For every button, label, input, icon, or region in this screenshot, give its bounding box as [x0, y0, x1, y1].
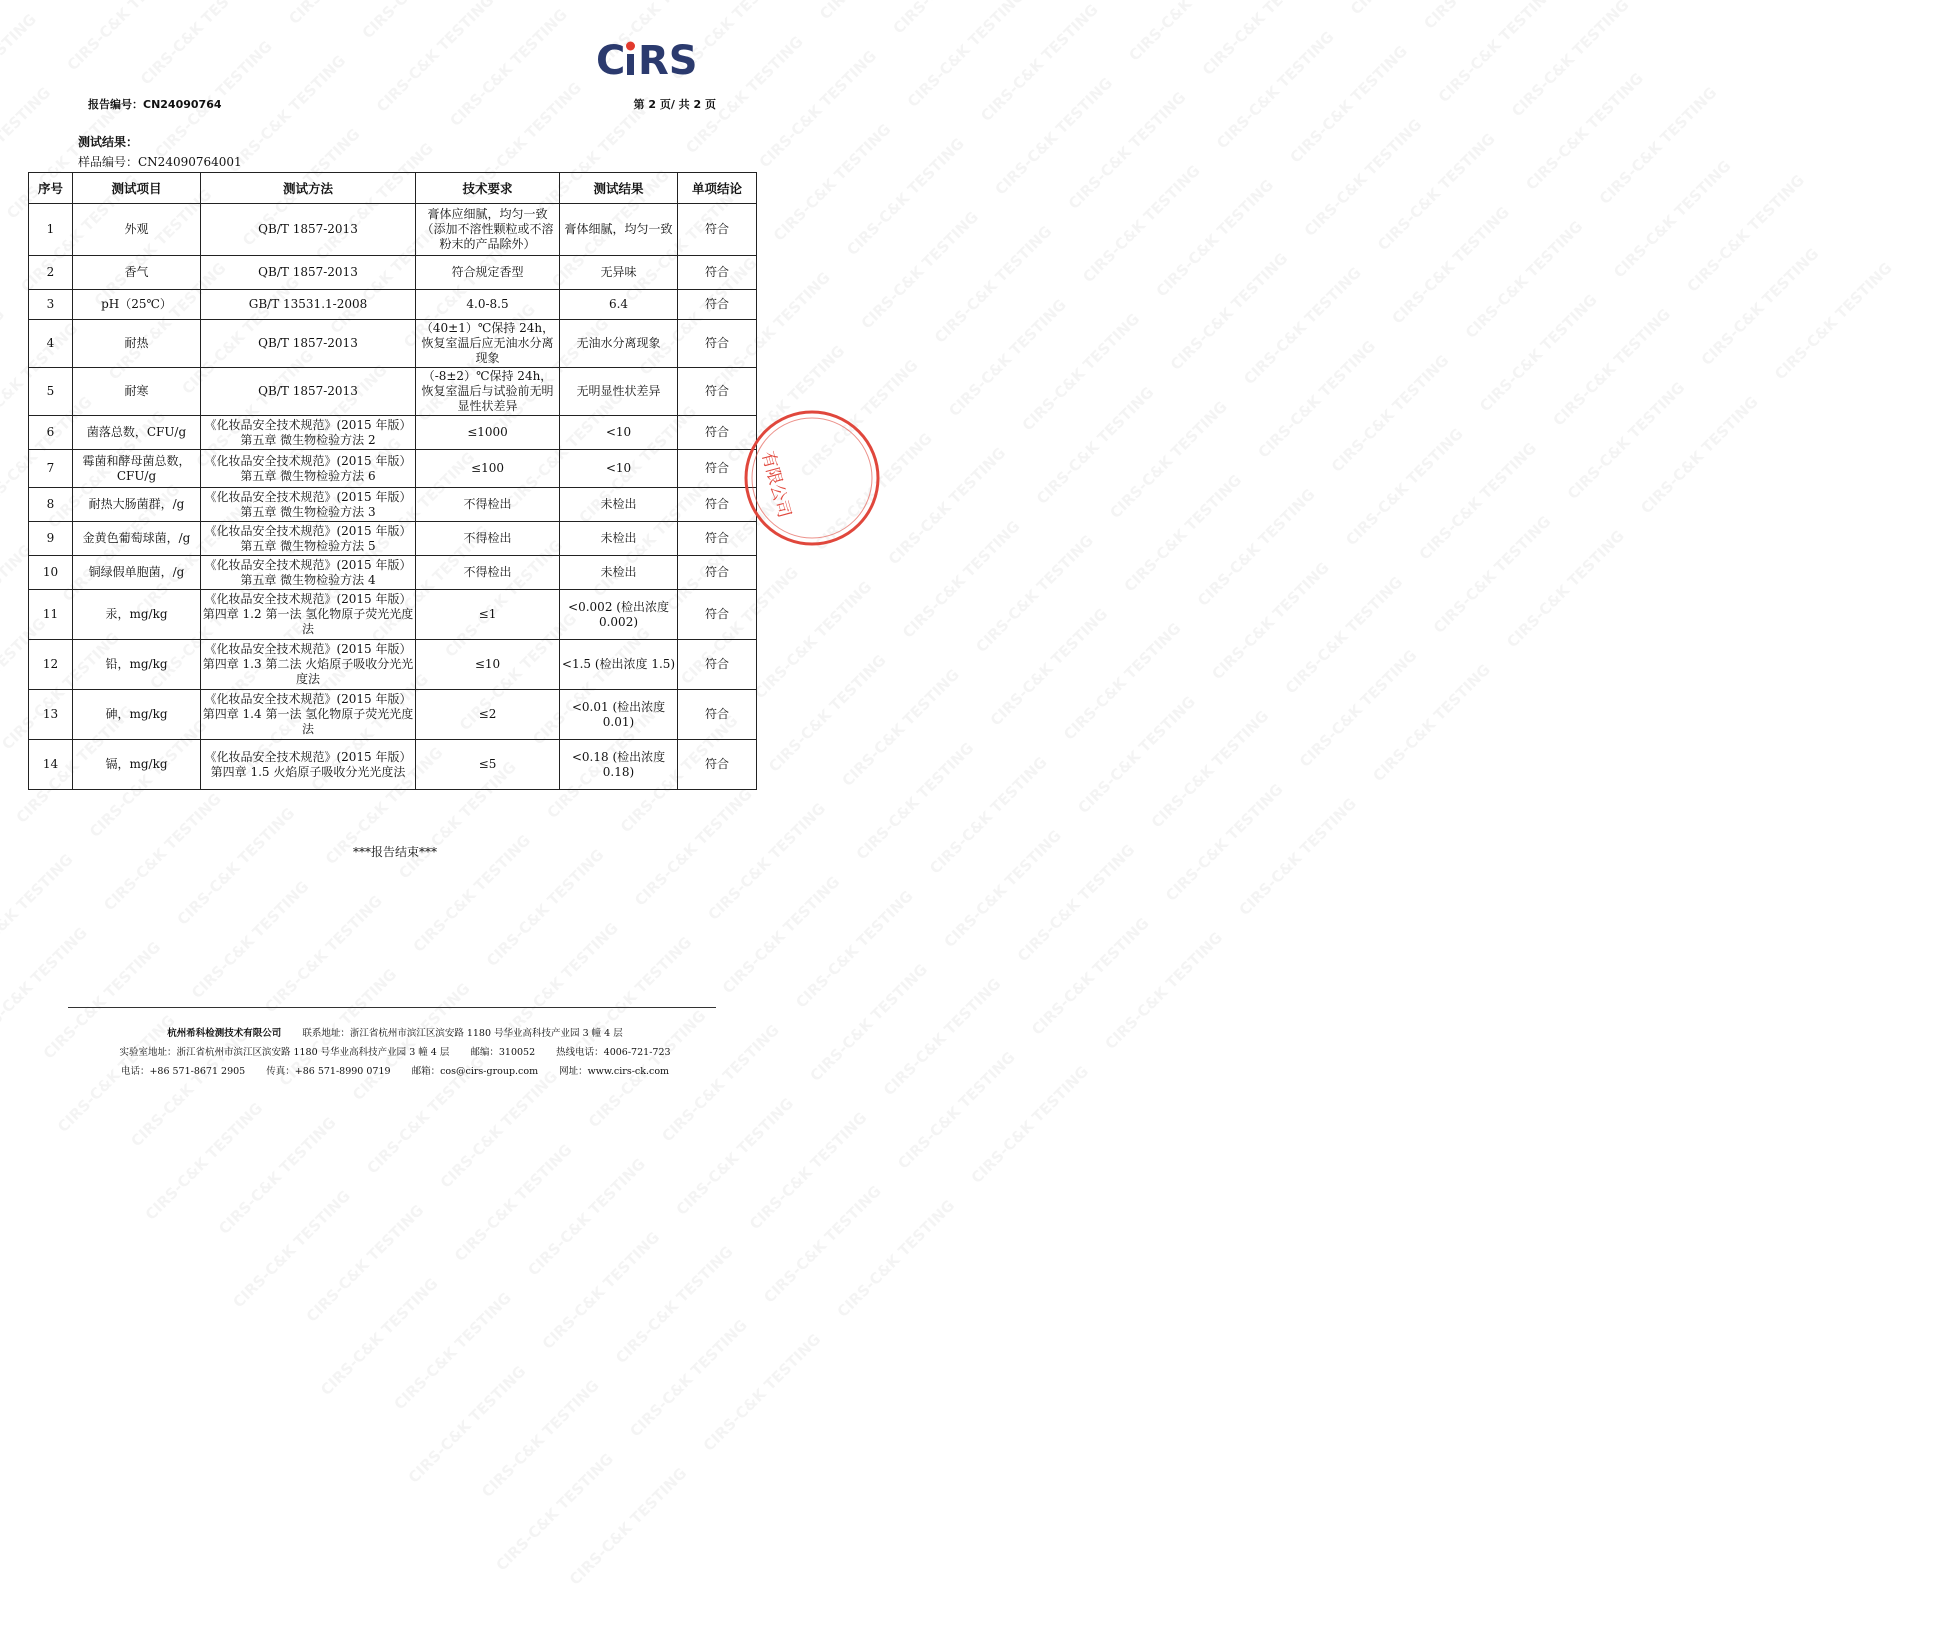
cell-conclusion: 符合 — [678, 740, 757, 790]
header-conclusion: 单项结论 — [678, 173, 757, 204]
results-table — [28, 172, 757, 790]
cell-requirement: 不得检出 — [416, 522, 560, 556]
cell-conclusion: 符合 — [678, 416, 757, 450]
cell-method: QB/T 1857-2013 — [201, 256, 416, 290]
svg-text:RS: RS — [638, 38, 698, 84]
cell-item: 镉，mg/kg — [73, 740, 201, 790]
footer-tel: 电话：+86 571-8671 2905 — [120, 1066, 246, 1077]
footer-divider — [68, 1007, 716, 1008]
table-row — [29, 416, 757, 450]
cell-conclusion: 符合 — [678, 522, 757, 556]
cell-result: 无异味 — [560, 256, 678, 290]
cell-no: 1 — [29, 204, 73, 256]
cell-result: <1.5 (检出浓度 1.5) — [560, 640, 678, 690]
report-end-mark: ***报告结束*** — [352, 845, 437, 859]
cell-requirement: ≤1000 — [416, 416, 560, 450]
cell-method: QB/T 1857-2013 — [201, 320, 416, 368]
cell-no: 2 — [29, 256, 73, 290]
cell-item: 外观 — [73, 204, 201, 256]
footer-website[interactable]: 网址：www.cirs-ck.com — [559, 1066, 670, 1077]
cell-no: 13 — [29, 690, 73, 740]
cell-method: 《化妆品安全技术规范》(2015 年版）第五章 微生物检验方法 3 — [201, 488, 416, 522]
cell-requirement: ≤2 — [416, 690, 560, 740]
cell-conclusion: 符合 — [678, 640, 757, 690]
cell-result: 无油水分离现象 — [560, 320, 678, 368]
header-method: 测试方法 — [201, 173, 416, 204]
cell-method: GB/T 13531.1-2008 — [201, 290, 416, 320]
table-row — [29, 556, 757, 590]
cell-conclusion: 符合 — [678, 368, 757, 416]
table-row — [29, 368, 757, 416]
cell-no: 3 — [29, 290, 73, 320]
cell-item: 铅，mg/kg — [73, 640, 201, 690]
footer-line-2 — [0, 1044, 790, 1058]
cell-requirement: ≤1 — [416, 590, 560, 640]
header-result: 测试结果 — [560, 173, 678, 204]
cell-result: 未检出 — [560, 556, 678, 590]
cell-no: 12 — [29, 640, 73, 690]
cell-method: 《化妆品安全技术规范》(2015 年版）第四章 1.5 火焰原子吸收分光光度法 — [201, 740, 416, 790]
results-title: 测试结果： — [78, 135, 139, 149]
cell-conclusion: 符合 — [678, 450, 757, 488]
table-row — [29, 522, 757, 556]
cell-method: 《化妆品安全技术规范》(2015 年版）第五章 微生物检验方法 5 — [201, 522, 416, 556]
cell-no: 7 — [29, 450, 73, 488]
header-item: 测试项目 — [73, 173, 201, 204]
cell-conclusion: 符合 — [678, 320, 757, 368]
cirs-logo — [596, 38, 716, 84]
cell-method: 《化妆品安全技术规范》(2015 年版）第五章 微生物检验方法 4 — [201, 556, 416, 590]
footer-company: 杭州希科检测技术有限公司 — [167, 1028, 282, 1039]
cell-item: 金黄色葡萄球菌，/g — [73, 522, 201, 556]
cell-no: 10 — [29, 556, 73, 590]
cell-requirement: 不得检出 — [416, 556, 560, 590]
cell-result: 未检出 — [560, 522, 678, 556]
cell-item: 耐热大肠菌群，/g — [73, 488, 201, 522]
cell-conclusion: 符合 — [678, 290, 757, 320]
cell-result: <0.01 (检出浓度 0.01) — [560, 690, 678, 740]
footer-contact-address: 联系地址：浙江省杭州市滨江区滨安路 1180 号华业高科技产业园 3 幢 4 层 — [302, 1028, 623, 1039]
cell-conclusion: 符合 — [678, 590, 757, 640]
cell-method: 《化妆品安全技术规范》(2015 年版）第四章 1.2 第一法 氢化物原子荧光光度法 — [201, 590, 416, 640]
svg-text:C: C — [596, 38, 626, 84]
footer-lab-address: 实验室地址：浙江省杭州市滨江区滨安路 1180 号华业高科技产业园 3 幢 4 层 — [119, 1047, 450, 1058]
cell-item: pH（25℃） — [73, 290, 201, 320]
cell-no: 6 — [29, 416, 73, 450]
cell-result: 膏体细腻，均匀一致 — [560, 204, 678, 256]
cell-conclusion: 符合 — [678, 204, 757, 256]
table-row — [29, 204, 757, 256]
cell-result: <10 — [560, 450, 678, 488]
footer-email[interactable]: 邮箱：cos@cirs-group.com — [411, 1066, 539, 1077]
sample-number: 样品编号：CN24090764001 — [78, 155, 242, 169]
cell-item: 铜绿假单胞菌，/g — [73, 556, 201, 590]
cell-requirement: 不得检出 — [416, 488, 560, 522]
cell-conclusion: 符合 — [678, 488, 757, 522]
table-row — [29, 320, 757, 368]
cell-no: 5 — [29, 368, 73, 416]
cell-no: 11 — [29, 590, 73, 640]
table-row — [29, 450, 757, 488]
cell-method: 《化妆品安全技术规范》(2015 年版）第四章 1.4 第一法 氢化物原子荧光光度法 — [201, 690, 416, 740]
table-row — [29, 690, 757, 740]
cell-conclusion: 符合 — [678, 256, 757, 290]
header-requirement: 技术要求 — [416, 173, 560, 204]
cell-result: <10 — [560, 416, 678, 450]
footer-fax: 传真：+86 571-8990 0719 — [266, 1066, 391, 1077]
footer-line-3 — [0, 1063, 790, 1077]
svg-text:有限公司: 有限公司 — [757, 449, 795, 520]
report-number: 报告编号：CN24090764 — [88, 98, 222, 111]
table-row — [29, 640, 757, 690]
cell-item: 香气 — [73, 256, 201, 290]
cell-conclusion: 符合 — [678, 690, 757, 740]
table-row — [29, 740, 757, 790]
cell-requirement: 膏体应细腻，均匀一致（添加不溶性颗粒或不溶粉末的产品除外） — [416, 204, 560, 256]
cell-no: 4 — [29, 320, 73, 368]
cell-no: 8 — [29, 488, 73, 522]
table-row — [29, 256, 757, 290]
cell-method: QB/T 1857-2013 — [201, 204, 416, 256]
cell-item: 汞，mg/kg — [73, 590, 201, 640]
table-row — [29, 590, 757, 640]
cell-requirement: 符合规定香型 — [416, 256, 560, 290]
footer-postcode: 邮编：310052 — [470, 1047, 536, 1058]
table-row — [29, 290, 757, 320]
cell-item: 耐寒 — [73, 368, 201, 416]
cell-conclusion: 符合 — [678, 556, 757, 590]
cell-result: 无明显性状差异 — [560, 368, 678, 416]
cell-item: 砷，mg/kg — [73, 690, 201, 740]
table-row — [29, 488, 757, 522]
footer-hotline: 热线电话：4006-721-723 — [556, 1047, 671, 1058]
cell-result: <0.002 (检出浓度 0.002) — [560, 590, 678, 640]
header-no: 序号 — [29, 173, 73, 204]
official-seal — [742, 408, 862, 548]
cell-result: <0.18 (检出浓度 0.18) — [560, 740, 678, 790]
cell-requirement: （-8±2）℃保持 24h，恢复室温后与试验前无明显性状差异 — [416, 368, 560, 416]
cell-method: 《化妆品安全技术规范》(2015 年版）第五章 微生物检验方法 2 — [201, 416, 416, 450]
cell-method: QB/T 1857-2013 — [201, 368, 416, 416]
cell-no: 14 — [29, 740, 73, 790]
cell-requirement: 4.0-8.5 — [416, 290, 560, 320]
footer-line-1 — [0, 1025, 790, 1039]
cell-requirement: ≤10 — [416, 640, 560, 690]
cell-requirement: ≤100 — [416, 450, 560, 488]
cell-item: 霉菌和酵母菌总数，CFU/g — [73, 450, 201, 488]
cell-item: 耐热 — [73, 320, 201, 368]
page-number: 第 2 页/ 共 2 页 — [633, 98, 716, 111]
table-header-row — [29, 173, 757, 204]
cell-item: 菌落总数，CFU/g — [73, 416, 201, 450]
cell-result: 未检出 — [560, 488, 678, 522]
cell-requirement: ≤5 — [416, 740, 560, 790]
cell-method: 《化妆品安全技术规范》(2015 年版）第五章 微生物检验方法 6 — [201, 450, 416, 488]
cell-method: 《化妆品安全技术规范》(2015 年版）第四章 1.3 第二法 火焰原子吸收分光光度法 — [201, 640, 416, 690]
cell-result: 6.4 — [560, 290, 678, 320]
cell-requirement: （40±1）℃保持 24h，恢复室温后应无油水分离现象 — [416, 320, 560, 368]
cell-no: 9 — [29, 522, 73, 556]
